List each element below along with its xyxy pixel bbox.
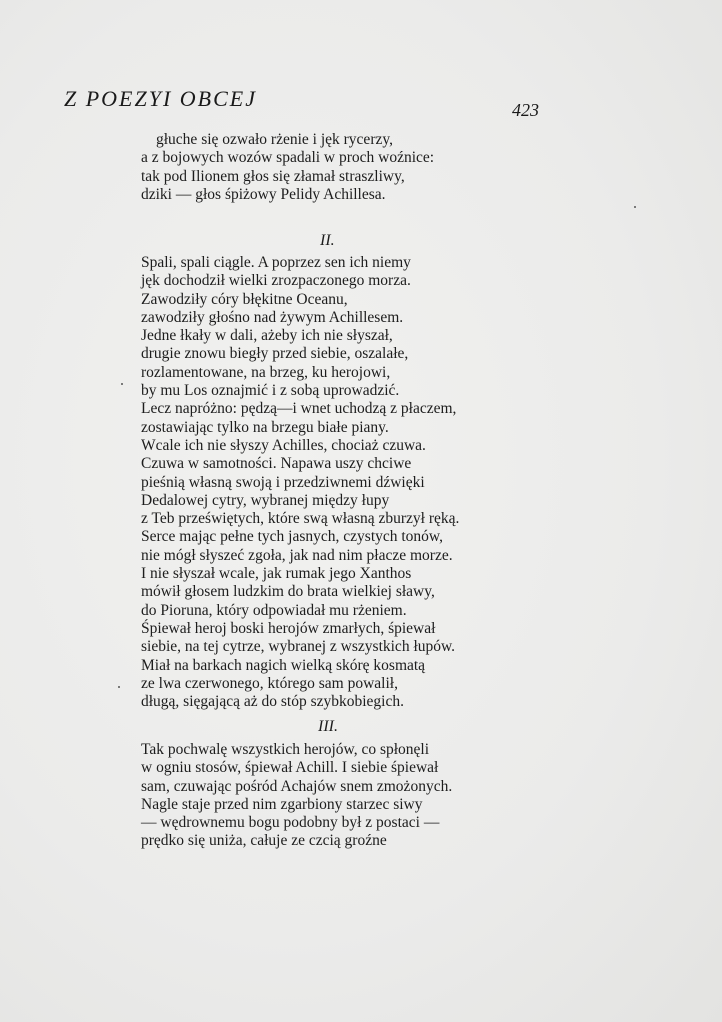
verse-line: a z bojowych wozów spadali w proch woźnice: — [141, 149, 435, 167]
verse-line: z Teb przeświętych, które swą własną zburzył ręką. — [141, 510, 460, 528]
page-header — [64, 86, 550, 120]
running-title: Z POEZYI OBCEJ — [64, 86, 257, 111]
verse-line: Serce mając pełne tych jasnych, czystych tonów, — [141, 528, 443, 546]
verse-line: Miał na barkach nagich wielką skórę kosmatą — [141, 656, 426, 674]
verse-line: Zawodziły córy błękitne Oceanu, — [141, 290, 348, 308]
verse-line: nie mógł słyszeć zgoła, jak nad nim płacze morze. — [141, 546, 453, 564]
verse-line: głuche się ozwało rżenie i jęk rycerzy, — [156, 131, 393, 148]
verse-line: Lecz napróżno: pędzą—i wnet uchodzą z płaczem, — [141, 400, 457, 418]
verse-line: dziki — głos śpiżowy Pelidy Achillesa. — [141, 185, 386, 203]
verse-line: pieśnią własną swoją i przedziwnemi dźwięki — [141, 473, 425, 491]
verse-line: Wcale ich nie słyszy Achilles, chociaż czuwa. — [141, 436, 426, 454]
verse-line: Nagle staje przed nim zgarbiony starzec siwy — [141, 795, 423, 813]
section-heading-2: II. — [320, 232, 335, 249]
verse-line: tak pod Ilionem głos się złamał straszliwy, — [141, 167, 405, 185]
verse-line: ze lwa czerwonego, którego sam powalił, — [141, 674, 398, 692]
verse-line: Dedalowej cytry, wybranej między łupy — [141, 491, 390, 509]
verse-line: Śpiewał heroj boski herojów zmarłych, śpiewał — [141, 619, 436, 637]
print-speck — [634, 206, 636, 208]
verse-line: Czuwa w samotności. Napawa uszy chciwe — [141, 455, 412, 473]
verse-line: siebie, na tej cytrze, wybranej z wszystkich łupów. — [141, 638, 456, 656]
print-speck — [121, 383, 123, 385]
verse-line: Jedne łkały w dali, ażeby ich nie słyszał, — [141, 327, 393, 345]
verse-line: zawodziły głośno nad żywym Achillesem. — [141, 308, 404, 326]
print-speck — [118, 686, 120, 688]
page-number: 423 — [512, 100, 539, 120]
section-3-text — [141, 741, 501, 851]
section-2-text — [141, 254, 501, 711]
verse-line: prędko się uniża, całuje ze czcią groźne — [141, 832, 387, 850]
verse-line: sam, czuwając pośród Achajów snem zmożonych. — [141, 777, 453, 795]
verse-line: do Pioruna, który odpowiadał mu rżeniem. — [141, 601, 407, 619]
section-heading-3: III. — [318, 718, 338, 735]
verse-line: I nie słyszał wcale, jak rumak jego Xanthos — [141, 565, 412, 583]
verse-line: jęk dochodził wielki zrozpaczonego morza. — [141, 272, 411, 290]
verse-line: rozlamentowane, na brzeg, ku herojowi, — [141, 363, 391, 381]
verse-line: Tak pochwalę wszystkich herojów, co spłonęli — [141, 741, 430, 758]
verse-line: by mu Los oznajmić i z sobą uprowadzić. — [141, 382, 400, 400]
verse-line: długą, sięgającą aż do stóp szybkobiegich. — [141, 693, 404, 711]
verse-line: drugie znowu biegły przed siebie, oszalałe, — [141, 345, 409, 363]
verse-line: Spali, spali ciągle. A poprzez sen ich niemy — [141, 254, 411, 271]
verse-line: zostawiając tylko na brzegu białe piany. — [141, 418, 389, 436]
verse-line: w ogniu stosów, śpiewał Achill. I siebie śpiewał — [141, 759, 439, 777]
verse-line: — wędrownemu bogu podobny był z postaci — — [141, 814, 440, 832]
verse-line: mówił głosem ludzkim do brata wielkiej sławy, — [141, 583, 435, 601]
stanza-1 — [141, 131, 501, 204]
